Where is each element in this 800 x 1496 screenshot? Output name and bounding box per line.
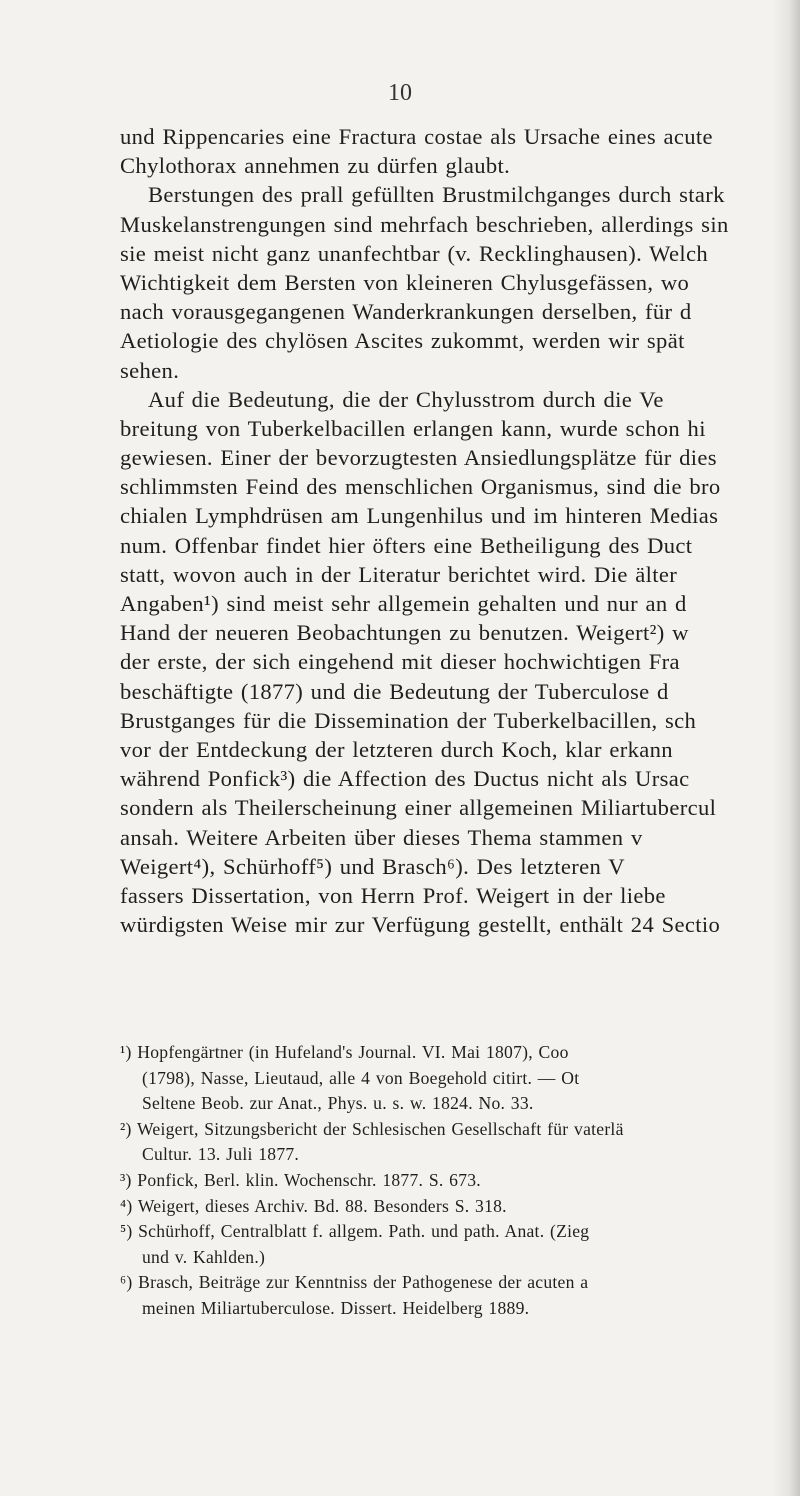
footnote-line: Cultur. 13. Juli 1877. [142,1144,300,1165]
body-line: chialen Lymphdrüsen am Lungenhilus und im hinteren Medias [120,503,719,529]
body-line: Angaben¹) sind meist sehr allgemein gehalten und nur an d [120,591,687,616]
body-line: num. Offenbar findet hier öfters eine Betheiligung des Duct [120,532,693,558]
footnote-line: ³) Ponfick, Berl. klin. Wochenschr. 1877. S. 673. [120,1169,481,1190]
footnote-line: und v. Kahlden.) [142,1246,266,1267]
body-line: nach vorausgegangenen Wanderkrankungen derselben, für d [120,299,692,325]
body-line: sondern als Theilerscheinung einer allgemeinen Miliartubercul [120,795,717,821]
body-line: Auf die Bedeutung, die der Chylusstrom durch die Ve [148,386,664,412]
footnotes [120,1040,785,1322]
body-line: beschäftigte (1877) und die Bedeutung der Tuberculose d [120,678,669,704]
footnote-line: ²) Weigert, Sitzungsbericht der Schlesischen Gesellschaft für vaterlä [120,1118,624,1139]
footnote-line: Seltene Beob. zur Anat., Phys. u. s. w. 1824. No. 33. [142,1093,534,1114]
body-line: breitung von Tuberkelbacillen erlangen kann, wurde schon hi [120,415,706,441]
body-line: sie meist nicht ganz unanfechtbar (v. Recklinghausen). Welch [120,240,709,266]
body-line: würdigsten Weise mir zur Verfügung gestellt, enthält 24 Sectio [120,912,721,938]
body-line: statt, wovon auch in der Literatur berichtet wird. Die älter [120,561,678,587]
footnote-line: ¹) Hopfengärtner (in Hufeland's Journal. VI. Mai 1807), Coo [120,1042,569,1062]
body-line: und Rippencaries eine Fractura costae als Ursache eines acute [120,124,713,149]
footnote-line: meinen Miliartuberculose. Dissert. Heidelberg 1889. [142,1297,530,1318]
body-line: Hand der neueren Beobachtungen zu benutzen. Weigert²) w [120,620,689,646]
footnote-line: ⁶) Brasch, Beiträge zur Kenntniss der Pathogenese der acuten a [120,1272,589,1293]
body-line: Berstungen des prall gefüllten Brustmilchganges durch stark [148,182,725,208]
body-line: sehen. [120,357,180,383]
footnote-line: ⁵) Schürhoff, Centralblatt f. allgem. Path. und path. Anat. (Zieg [120,1221,590,1242]
body-line: gewiesen. Einer der bevorzugtesten Ansiedlungsplätze für dies [120,445,717,471]
body-line: Wichtigkeit dem Bersten von kleineren Chylusgefässen, wo [120,269,690,295]
body-line: Aetiologie des chylösen Ascites zukommt, werden wir spät [120,328,685,354]
body-line: Muskelanstrengungen sind mehrfach beschrieben, allerdings sin [120,211,729,237]
body-line: vor der Entdeckung der letzteren durch Koch, klar erkann [120,736,673,762]
page-number: 10 [388,80,412,106]
footnote-line: ⁴) Weigert, dieses Archiv. Bd. 88. Besonders S. 318. [120,1195,507,1216]
body-line: der erste, der sich eingehend mit dieser hochwichtigen Fra [120,649,680,675]
body-line: ansah. Weitere Arbeiten über dieses Thema stammen v [120,824,643,850]
body-line: Chylothorax annehmen zu dürfen glaubt. [120,153,511,179]
body-line: Brustganges für die Dissemination der Tuberkelbacillen, sch [120,707,697,733]
body-line: während Ponfick³) die Affection des Ductus nicht als Ursac [120,766,690,792]
body-line: Weigert⁴), Schürhoff⁵) und Brasch⁶). Des letzteren V [120,853,625,879]
body-line: fassers Dissertation, von Herrn Prof. Weigert in der liebe [120,882,666,908]
body-line: schlimmsten Feind des menschlichen Organismus, sind die bro [120,474,721,500]
footnote-line: (1798), Nasse, Lieutaud, alle 4 von Boegehold citirt. — Ot [142,1067,580,1088]
body-text [120,122,780,939]
